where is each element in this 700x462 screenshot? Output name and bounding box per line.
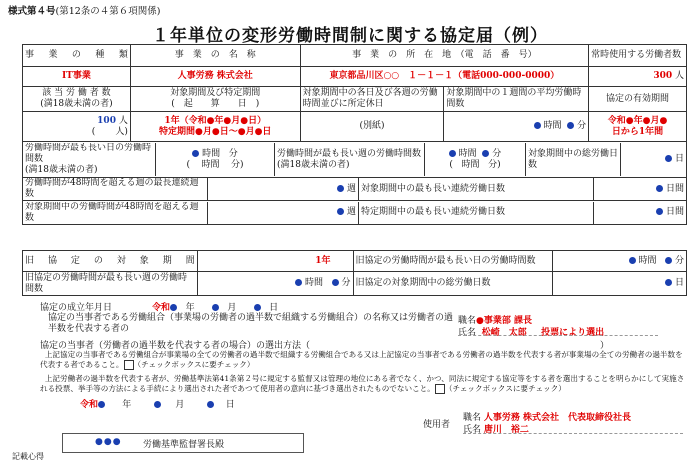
prev-total-days-value: 日 [553, 272, 687, 296]
period-header: 対象期間及び特定期間 ( 起 算 日 ) [130, 87, 300, 112]
prev-longest-week-value: 時間 分 [197, 272, 353, 296]
check1-checkbox[interactable] [124, 360, 134, 370]
weeks-over48-count-header: 対象期間中の労働時間が48時間を超える週数 [23, 202, 208, 224]
total-days-value: 日 [621, 143, 687, 176]
longest-week-header: 労働時間が最も長い週の労働時間数 (満18歳未満の者) [275, 143, 425, 176]
applicable-workers-header: 該 当 労 働 者 数 (満18歳未満の者) [23, 87, 131, 112]
prev-longest-day-value: 時間 分 [553, 251, 687, 272]
prev-total-days-header: 旧協定の対象期間中の総労働日数 [353, 272, 553, 296]
office-label: 労働基準監督署長殿 [143, 440, 225, 450]
weekly-avg-header: 対象期間中の１週間の平均労働時間数 [444, 87, 589, 112]
agreement-date: 令和 年 月 日 [152, 303, 279, 313]
unit-person: 人 [674, 71, 684, 81]
prev-period-header: 旧協定の対象期間 [23, 251, 198, 272]
selection-method-end: ） [600, 341, 610, 351]
weekly-avg-value: 時間 分 [444, 112, 589, 142]
previous-agreement-table [22, 250, 687, 296]
longest-week-value: 時間 分 ( 時間 分) [425, 143, 526, 176]
longest-day-header: 労働時間が最も長い日の労働時間数 (満18歳未満の者) [23, 143, 156, 176]
weekly-avg-min-dot [567, 122, 574, 129]
prev-period-value: 1年 [197, 251, 353, 272]
address-header: 事 業 の 所 在 地 （電 話 番 号） [300, 45, 589, 67]
agreement-date-label: 協定の成立年月日 [40, 303, 113, 313]
employer-title: 職名 人事労務 株式会社 代表取締役社長 [463, 413, 632, 423]
footer-note: 記載心得 [12, 452, 44, 461]
address-value: 東京都品川区○○ １－１－１（電話000-000-0000） [300, 67, 589, 87]
selection-method-label: 協定の当事者（労働者の過半数を代表する者の場合）の選出方法（ [40, 341, 311, 351]
daily-hours-value: (別紙) [300, 112, 444, 142]
weeks-over48-value: 週 [208, 178, 359, 200]
applicable-workers-value-cell: 100 人 ( 人) [23, 112, 131, 142]
form-number: 様式第４号(第12条の４第６項関係) [8, 6, 161, 17]
check2-text: 上記労働者の過半数を代表する者が、労働基準法第41条第２号に規定する監督又は管理の地位にある者でなく、かつ、同法に規定する協定等をする者を選出することを明らかにして実施される投票、挙手等の方法による手続により選出された者であつて使用者の意向に基づき選出されたものでないこと。 （チェックボックスに要チェック） [40, 374, 685, 393]
business-type-header: 事 業 の 種 類 [23, 45, 131, 67]
validity-value: 令和●年●月● 日から1年間 [589, 112, 687, 142]
regular-workers-header: 常時使用する労働者数 [589, 45, 687, 67]
max-consecutive-value: 日間 [594, 178, 687, 200]
longest-day-value: 時間 分 ( 時間 分) [156, 143, 275, 176]
check1-text: 上記協定の当事者である労働組合が事業場の全ての労働者の過半数で組織する労働組合である又は上記協定の当事者である労働者の過半数を代表する者が事業場の全ての労働者の過半数を代表する者であること。 （チェックボックスに要チェック） [40, 350, 683, 369]
special-consecutive-header: 特定期間中の最も長い連続労働日数 [359, 202, 594, 224]
party-label: 協定の当事者である労働組合（事業場の労働者の過半数で組織する労働組合）の名称又は労働者の過半数を代表する者の [48, 313, 454, 334]
daily-hours-header: 対象期間中の各日及び各週の労働時間並びに所定休日 [300, 87, 444, 112]
employer-date: 令和 年 月 日 [80, 400, 235, 410]
period-value: 1年（令和●年●月●日） 特定期間●月●日～●月●日 [130, 112, 300, 142]
weekly-avg-dot [534, 122, 541, 129]
party-title: 職名●事業部 課長 [458, 316, 533, 326]
total-days-header: 対象期間中の総労働日数 [526, 143, 621, 176]
page-title: １年単位の変形労働時間制に関する協定届（例） [152, 26, 548, 46]
employer-label: 使用者 [423, 420, 451, 430]
office-dots: ●●● [95, 437, 122, 447]
weeks-over48-header: 労働時間が48時間を超える週の最長連続週数 [23, 178, 208, 200]
business-name-header: 事 業 の 名 称 [130, 45, 300, 67]
applicable-workers-value: 100 [97, 115, 116, 126]
prev-longest-week-header: 旧協定の労働時間が最も長い週の労働時間数 [23, 272, 198, 296]
business-type-value: IT事業 [23, 67, 131, 87]
check2-checkbox[interactable] [435, 384, 445, 394]
regular-workers-value: 300 [653, 71, 673, 81]
main-table [22, 44, 687, 225]
business-name-value: 人事労務 株式会社 [130, 67, 300, 87]
special-consecutive-value: 日間 [594, 202, 687, 224]
employer-name: 氏名 唐川 裕二 [463, 425, 529, 435]
max-consecutive-header: 対象期間中の最も長い連続労働日数 [359, 178, 594, 200]
party-name: 氏名 松崎 太郎 投票により選出 [458, 328, 605, 338]
validity-header: 協定の有効期間 [589, 87, 687, 112]
weeks-over48-count-value: 週 [208, 202, 359, 224]
prev-longest-day-header: 旧協定の労働時間が最も長い日の労働時間数 [353, 251, 553, 272]
